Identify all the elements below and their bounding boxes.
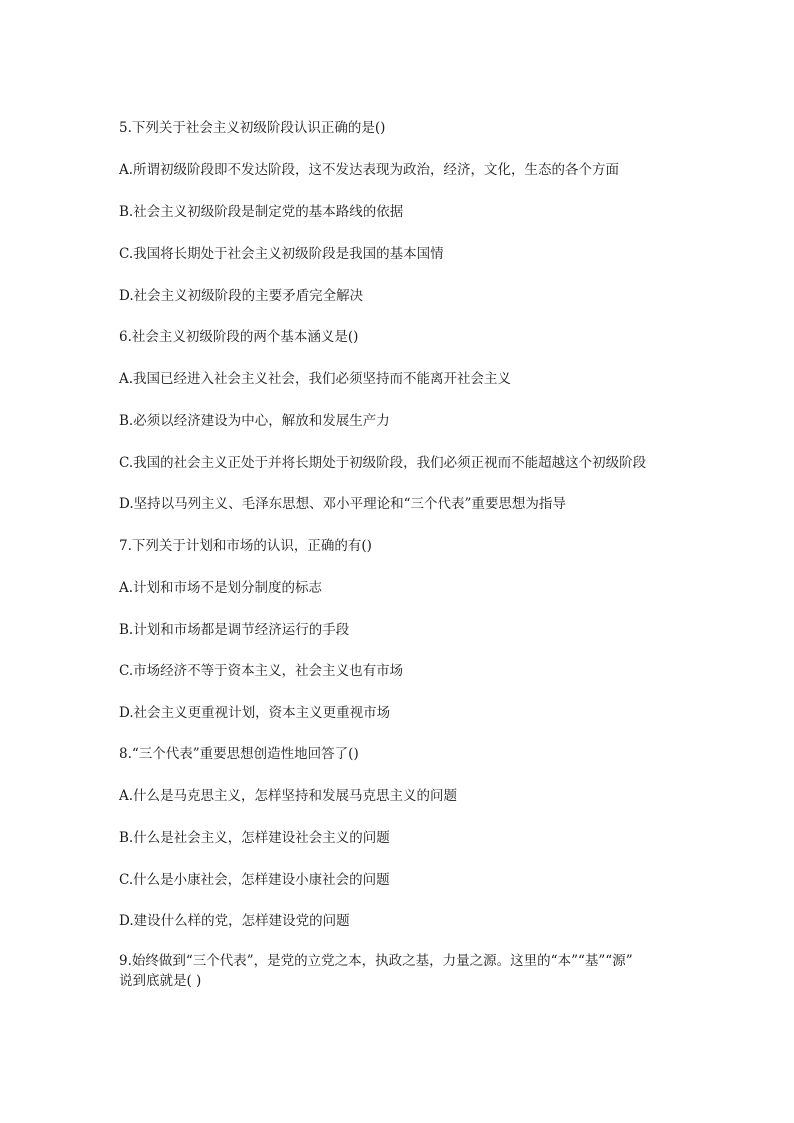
- question-5-stem: 5.下列关于社会主义初级阶段认识正确的是(): [119, 120, 386, 136]
- question-5-option-b: B.社会主义初级阶段是制定党的基本路线的依据: [119, 204, 404, 220]
- question-6-stem: 6.社会主义初级阶段的两个基本涵义是(): [119, 329, 359, 345]
- question-9-stem-line-1: 9.始终做到“三个代表”，是党的立党之本，执政之基，力量之源。这里的“本”“基”“源”: [119, 953, 633, 969]
- question-7-option-b: B.计划和市场都是调节经济运行的手段: [119, 622, 350, 638]
- question-8-option-d: D.建设什么样的党，怎样建设党的问题: [119, 913, 350, 929]
- question-6-option-a: A.我国已经进入社会主义社会，我们必须坚持而不能离开社会主义: [119, 371, 512, 387]
- question-7-stem: 7.下列关于计划和市场的认识，正确的有(): [119, 538, 372, 554]
- question-7-option-c: C.市场经济不等于资本主义，社会主义也有市场: [119, 663, 404, 679]
- question-5-option-c: C.我国将长期处于社会主义初级阶段是我国的基本国情: [119, 246, 444, 262]
- question-8-option-a: A.什么是马克思主义，怎样坚持和发展马克思主义的问题: [119, 788, 458, 804]
- question-7-option-d: D.社会主义更重视计划，资本主义更重视市场: [119, 705, 391, 721]
- question-5-option-d: D.社会主义初级阶段的主要矛盾完全解决: [119, 288, 364, 304]
- question-9-stem-line-2: 说到底就是( ): [119, 973, 202, 989]
- question-7-option-a: A.计划和市场不是划分制度的标志: [119, 580, 323, 596]
- question-6-option-d: D.坚持以马列主义、毛泽东思想、邓小平理论和“三个代表”重要思想为指导: [119, 496, 566, 512]
- question-8-stem: 8.“三个代表”重要思想创造性地回答了(): [119, 746, 359, 762]
- question-6-option-b: B.必须以经济建设为中心，解放和发展生产力: [119, 413, 390, 429]
- question-5-option-a: A.所谓初级阶段即不发达阶段，这不发达表现为政治，经济，文化，生态的各个方面: [119, 162, 620, 178]
- question-8-option-b: B.什么是社会主义，怎样建设社会主义的问题: [119, 830, 390, 846]
- question-8-option-c: C.什么是小康社会，怎样建设小康社会的问题: [119, 872, 390, 888]
- question-6-option-c: C.我国的社会主义正处于并将长期处于初级阶段，我们必须正视而不能超越这个初级阶段: [119, 455, 647, 471]
